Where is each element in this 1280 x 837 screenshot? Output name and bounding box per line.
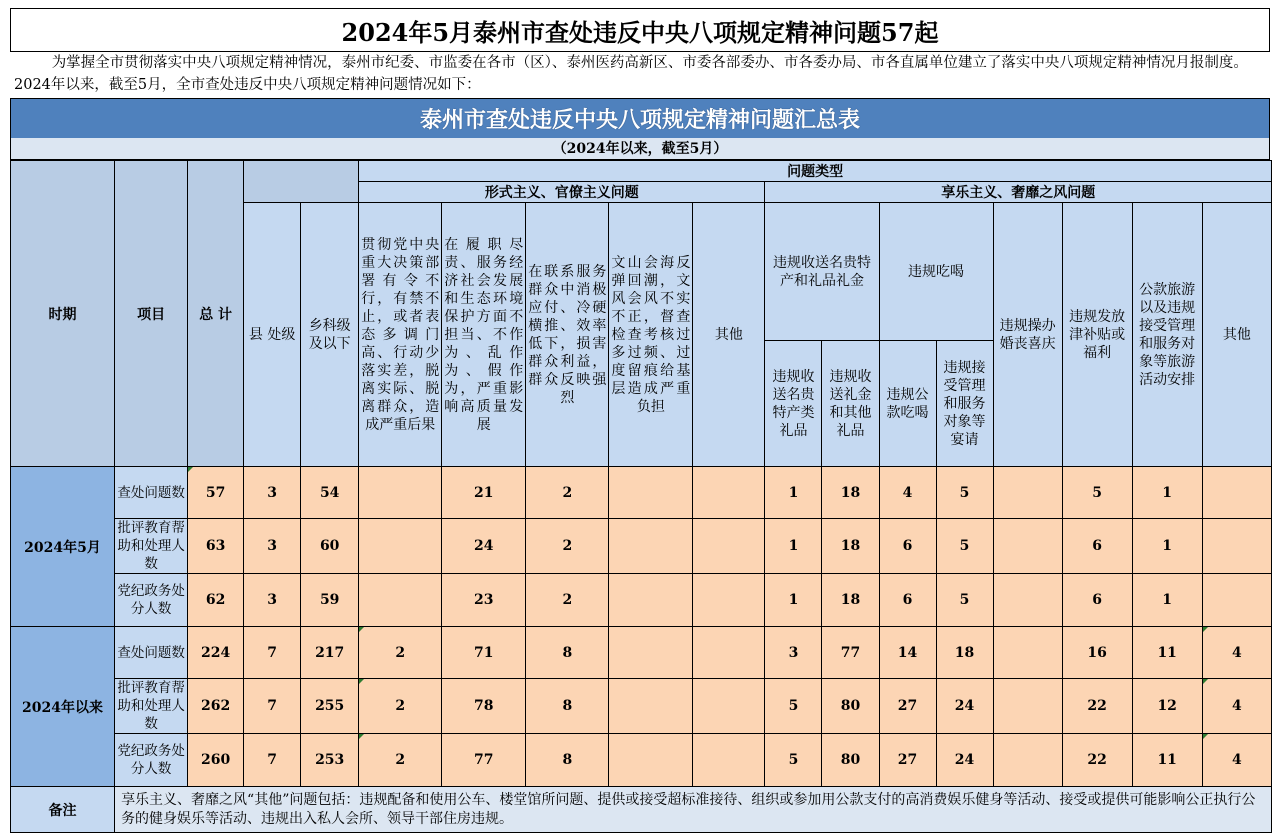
cell-allowance: 22 — [1062, 679, 1132, 734]
cell-f3: 8 — [526, 627, 609, 679]
header-formalism-group: 形式主义、官僚主义问题 — [359, 182, 765, 203]
cell-f2: 71 — [442, 627, 526, 679]
header-formalism-4: 文山会海反弹回潮，文风会风不实不正，督查检查考核过多过频、过度留痕给基层造成严重负担 — [609, 203, 693, 467]
cell-township: 59 — [301, 574, 359, 627]
header-eating: 违规吃喝 — [879, 203, 993, 341]
cell-f5 — [693, 467, 765, 519]
header-formalism-3: 在联系服务群众中消极应付、冷硬横推、效率低下，损害群众利益，群众反映强烈 — [526, 203, 609, 467]
cell-gift-b: 80 — [822, 679, 879, 734]
cell-f5 — [693, 627, 765, 679]
cell-gift-b: 80 — [822, 734, 879, 787]
cell-f4 — [609, 574, 693, 627]
cell-allowance: 6 — [1062, 519, 1132, 574]
cell-f1: 2 — [359, 679, 442, 734]
header-gift-specialty: 违规收送名贵特产类礼品 — [765, 341, 822, 467]
cell-township: 255 — [301, 679, 359, 734]
cell-gift-b: 18 — [822, 519, 879, 574]
cell-f5 — [693, 574, 765, 627]
cell-county: 3 — [244, 519, 301, 574]
cell-township: 217 — [301, 627, 359, 679]
cell-f2: 21 — [442, 467, 526, 519]
cell-f1: 2 — [359, 627, 442, 679]
header-gift: 违规收送名贵特产和礼品礼金 — [765, 203, 879, 341]
cell-eat-a: 27 — [879, 679, 936, 734]
header-wedding: 违规操办婚丧喜庆 — [993, 203, 1062, 467]
header-formalism-other: 其他 — [693, 203, 765, 467]
cell-f2: 24 — [442, 519, 526, 574]
cell-eat-b: 24 — [936, 734, 993, 787]
cell-f4 — [609, 519, 693, 574]
cell-other — [1202, 519, 1271, 574]
cell-other: 4 — [1202, 627, 1271, 679]
cell-travel: 11 — [1132, 627, 1202, 679]
cell-travel: 12 — [1132, 679, 1202, 734]
page-title: 2024年5月泰州市查处违反中央八项规定精神问题57起 — [10, 8, 1270, 52]
header-eating-banquet: 违规接受管理和服务对象等宴请 — [936, 341, 993, 467]
summary-table — [10, 160, 1272, 833]
cell-eat-b: 24 — [936, 679, 993, 734]
cell-f3: 2 — [526, 519, 609, 574]
cell-f4 — [609, 679, 693, 734]
row-item-label: 党纪政务处分人数 — [115, 574, 188, 627]
cell-allowance: 5 — [1062, 467, 1132, 519]
row-item-label: 查处问题数 — [115, 467, 188, 519]
cell-county: 3 — [244, 574, 301, 627]
cell-other: 4 — [1202, 679, 1271, 734]
cell-total: 57 — [188, 467, 244, 519]
header-formalism-1: 贯彻党中央重大决策部署有令不行，有禁不止，或者表态多调门高、行动少落实差，脱离实际、脱离群众，造成严重后果 — [359, 203, 442, 467]
cell-f1 — [359, 574, 442, 627]
header-formalism-2: 在履职尽责、服务经济社会发展和生态环境保护方面不担当、不作为、乱作为、假作为，严重影响高质量发展 — [442, 203, 526, 467]
cell-wedding — [993, 519, 1062, 574]
cell-f2: 78 — [442, 679, 526, 734]
cell-township: 54 — [301, 467, 359, 519]
cell-allowance: 16 — [1062, 627, 1132, 679]
cell-f4 — [609, 734, 693, 787]
cell-wedding — [993, 467, 1062, 519]
cell-county: 7 — [244, 679, 301, 734]
row-item-label: 批评教育帮助和处理人数 — [115, 519, 188, 574]
cell-f5 — [693, 734, 765, 787]
cell-wedding — [993, 627, 1062, 679]
cell-wedding — [993, 574, 1062, 627]
cell-allowance: 22 — [1062, 734, 1132, 787]
table-subtitle: （2024年以来，截至5月） — [10, 138, 1270, 160]
cell-eat-b: 18 — [936, 627, 993, 679]
cell-county: 7 — [244, 627, 301, 679]
cell-township: 60 — [301, 519, 359, 574]
header-gift-money: 违规收送礼金和其他礼品 — [822, 341, 879, 467]
cell-f1 — [359, 467, 442, 519]
header-travel: 公款旅游以及违规接受管理和服务对象等旅游活动安排 — [1132, 203, 1202, 467]
row-item-label: 批评教育帮助和处理人数 — [115, 679, 188, 734]
cell-gift-b: 18 — [822, 574, 879, 627]
header-total: 总 计 — [188, 161, 244, 467]
cell-other — [1202, 467, 1271, 519]
header-hedonism-group: 享乐主义、奢靡之风问题 — [765, 182, 1272, 203]
cell-eat-b: 5 — [936, 467, 993, 519]
cell-f5 — [693, 679, 765, 734]
note-label: 备注 — [11, 787, 115, 833]
cell-gift-b: 18 — [822, 467, 879, 519]
note-text: 享乐主义、奢靡之风“其他”问题包括：违规配备和使用公车、楼堂馆所问题、提供或接受超标准接待、组织或参加用公款支付的高消费娱乐健身等活动、接受或提供可能影响公正执行公务的健身娱乐等活动、违规出入私人会所、领导干部住房违规。 — [115, 787, 1272, 833]
cell-total: 262 — [188, 679, 244, 734]
header-allowance: 违规发放津补贴或福利 — [1062, 203, 1132, 467]
cell-other: 4 — [1202, 734, 1271, 787]
cell-travel: 1 — [1132, 467, 1202, 519]
cell-gift-a: 1 — [765, 574, 822, 627]
cell-total: 224 — [188, 627, 244, 679]
cell-eat-b: 5 — [936, 519, 993, 574]
cell-f3: 2 — [526, 467, 609, 519]
cell-total: 62 — [188, 574, 244, 627]
cell-travel: 1 — [1132, 519, 1202, 574]
cell-gift-b: 77 — [822, 627, 879, 679]
header-county-level: 县 处级 — [244, 203, 301, 467]
table-title: 泰州市查处违反中央八项规定精神问题汇总表 — [419, 108, 860, 133]
cell-total: 63 — [188, 519, 244, 574]
cell-eat-a: 14 — [879, 627, 936, 679]
row-item-label: 查处问题数 — [115, 627, 188, 679]
period-label: 2024年以来 — [11, 627, 115, 787]
cell-travel: 11 — [1132, 734, 1202, 787]
header-hedonism-other: 其他 — [1202, 203, 1271, 467]
intro-paragraph: 为掌握全市贯彻落实中央八项规定精神情况，泰州市纪委、市监委在各市（区）、泰州医药高新区、市委各部委办、市各委办局、市各直属单位建立了落实中央八项规定精神情况月报制度。2024年以来，截至5月，全市查处违反中央八项规定精神问题情况如下： — [10, 52, 1270, 98]
cell-township: 253 — [301, 734, 359, 787]
header-level-blank — [244, 161, 359, 203]
cell-gift-a: 5 — [765, 734, 822, 787]
cell-gift-a: 3 — [765, 627, 822, 679]
cell-gift-a: 5 — [765, 679, 822, 734]
cell-eat-a: 27 — [879, 734, 936, 787]
header-eating-public: 违规公款吃喝 — [879, 341, 936, 467]
cell-f4 — [609, 627, 693, 679]
cell-f3: 8 — [526, 679, 609, 734]
cell-gift-a: 1 — [765, 519, 822, 574]
cell-eat-a: 6 — [879, 574, 936, 627]
cell-allowance: 6 — [1062, 574, 1132, 627]
cell-f1: 2 — [359, 734, 442, 787]
cell-f4 — [609, 467, 693, 519]
cell-total: 260 — [188, 734, 244, 787]
header-item: 项目 — [115, 161, 188, 467]
cell-travel: 1 — [1132, 574, 1202, 627]
cell-f2: 23 — [442, 574, 526, 627]
period-label: 2024年5月 — [11, 467, 115, 627]
cell-eat-b: 5 — [936, 574, 993, 627]
cell-f2: 77 — [442, 734, 526, 787]
cell-f1 — [359, 519, 442, 574]
header-township-level: 乡科级及以下 — [301, 203, 359, 467]
row-item-label: 党纪政务处分人数 — [115, 734, 188, 787]
cell-wedding — [993, 734, 1062, 787]
cell-wedding — [993, 679, 1062, 734]
cell-eat-a: 4 — [879, 467, 936, 519]
cell-eat-a: 6 — [879, 519, 936, 574]
cell-county: 3 — [244, 467, 301, 519]
cell-gift-a: 1 — [765, 467, 822, 519]
cell-county: 7 — [244, 734, 301, 787]
cell-other — [1202, 574, 1271, 627]
cell-f3: 2 — [526, 574, 609, 627]
cell-f5 — [693, 519, 765, 574]
header-problem-type: 问题类型 — [359, 161, 1272, 182]
cell-f3: 8 — [526, 734, 609, 787]
header-period: 时期 — [11, 161, 115, 467]
